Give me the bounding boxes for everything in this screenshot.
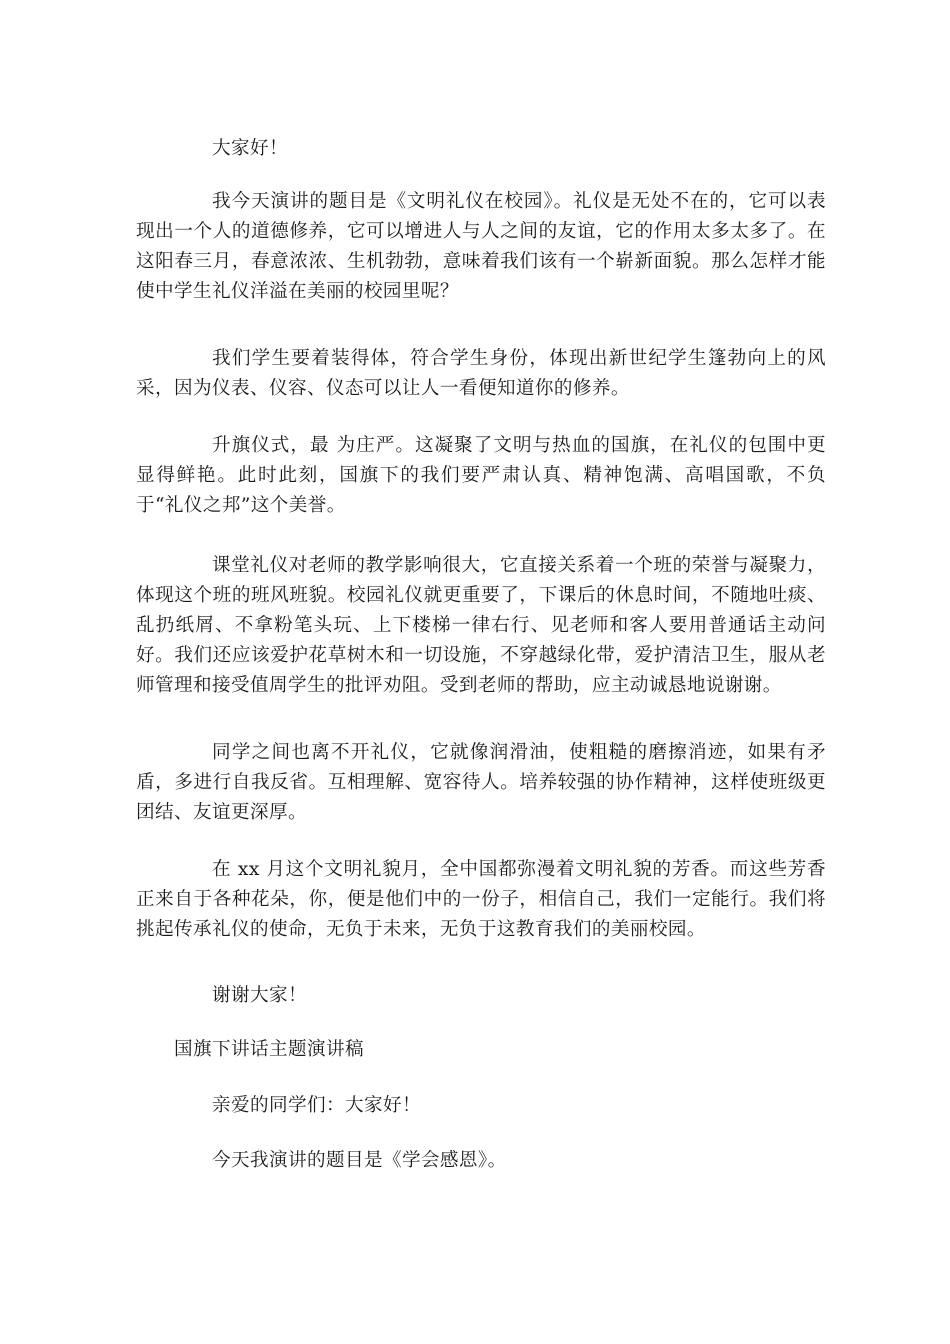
courtesy-month-paragraph: 在 xx 月这个文明礼貌月，全中国都弥漫着文明礼貌的芳香。而这些芳香正来自于各种花朵，你，便是他们中的一份子，相信自己，我们一定能行。我们将挑起传承礼仪的使命，无负于未来，无负于这教育我们的美丽校园。 xyxy=(136,859,826,940)
intro-paragraph: 我今天演讲的题目是《文明礼仪在校园》。礼仪是无处不在的，它可以表现出一个人的道德修养，它可以增进人与人之间的友谊，它的作用太多太多了。在这阳春三月，春意浓浓、生机勃勃，意味着我们该有一个崭新面貌。那么怎样才能使中学生礼仪洋溢在美丽的校园里呢？ xyxy=(136,191,826,302)
second-speech-title: 国旗下讲话主题演讲稿 xyxy=(174,1039,364,1060)
flag-ceremony-paragraph: 升旗仪式，最 为庄严。这凝聚了文明与热血的国旗，在礼仪的包围中更显得鲜艳。此时此刻，国旗下的我们要严肃认真、精神饱满、高唱国歌，不负于“礼仪之邦”这个美誉。 xyxy=(136,435,826,516)
thanks-paragraph: 谢谢大家！ xyxy=(212,985,307,1006)
classmates-paragraph: 同学之间也离不开礼仪，它就像润滑油，使粗糙的磨擦消迹，如果有矛盾，多进行自我反省。互相理解、宽容待人。培养较强的协作精神，这样使班级更团结、友谊更深厚。 xyxy=(136,742,826,823)
class-etiquette-paragraph: 课堂礼仪对老师的教学影响很大，它直接关系着一个班的荣誉与凝聚力，体现这个班的班风班貌。校园礼仪就更重要了，下课后的休息时间，不随地吐痰、乱扔纸屑、不拿粉笔头玩、上下楼梯一律右行、见老师和客人要用普通话主动问好。我们还应该爱护花草树木和一切设施，不穿越绿化带，爱护清洁卫生，服从老师管理和接受值周学生的批评劝阻。受到老师的帮助，应主动诚恳地说谢谢。 xyxy=(136,555,826,696)
dress-paragraph: 我们学生要着装得体，符合学生身份，体现出新世纪学生篷勃向上的风采，因为仪表、仪容、仪态可以让人一看便知道你的修养。 xyxy=(136,348,826,399)
greeting-paragraph: 大家好！ xyxy=(212,138,288,159)
second-speech-topic: 今天我演讲的题目是《学会感恩》。 xyxy=(212,1150,507,1171)
second-speech-greeting: 亲爱的同学们：大家好！ xyxy=(212,1095,421,1116)
